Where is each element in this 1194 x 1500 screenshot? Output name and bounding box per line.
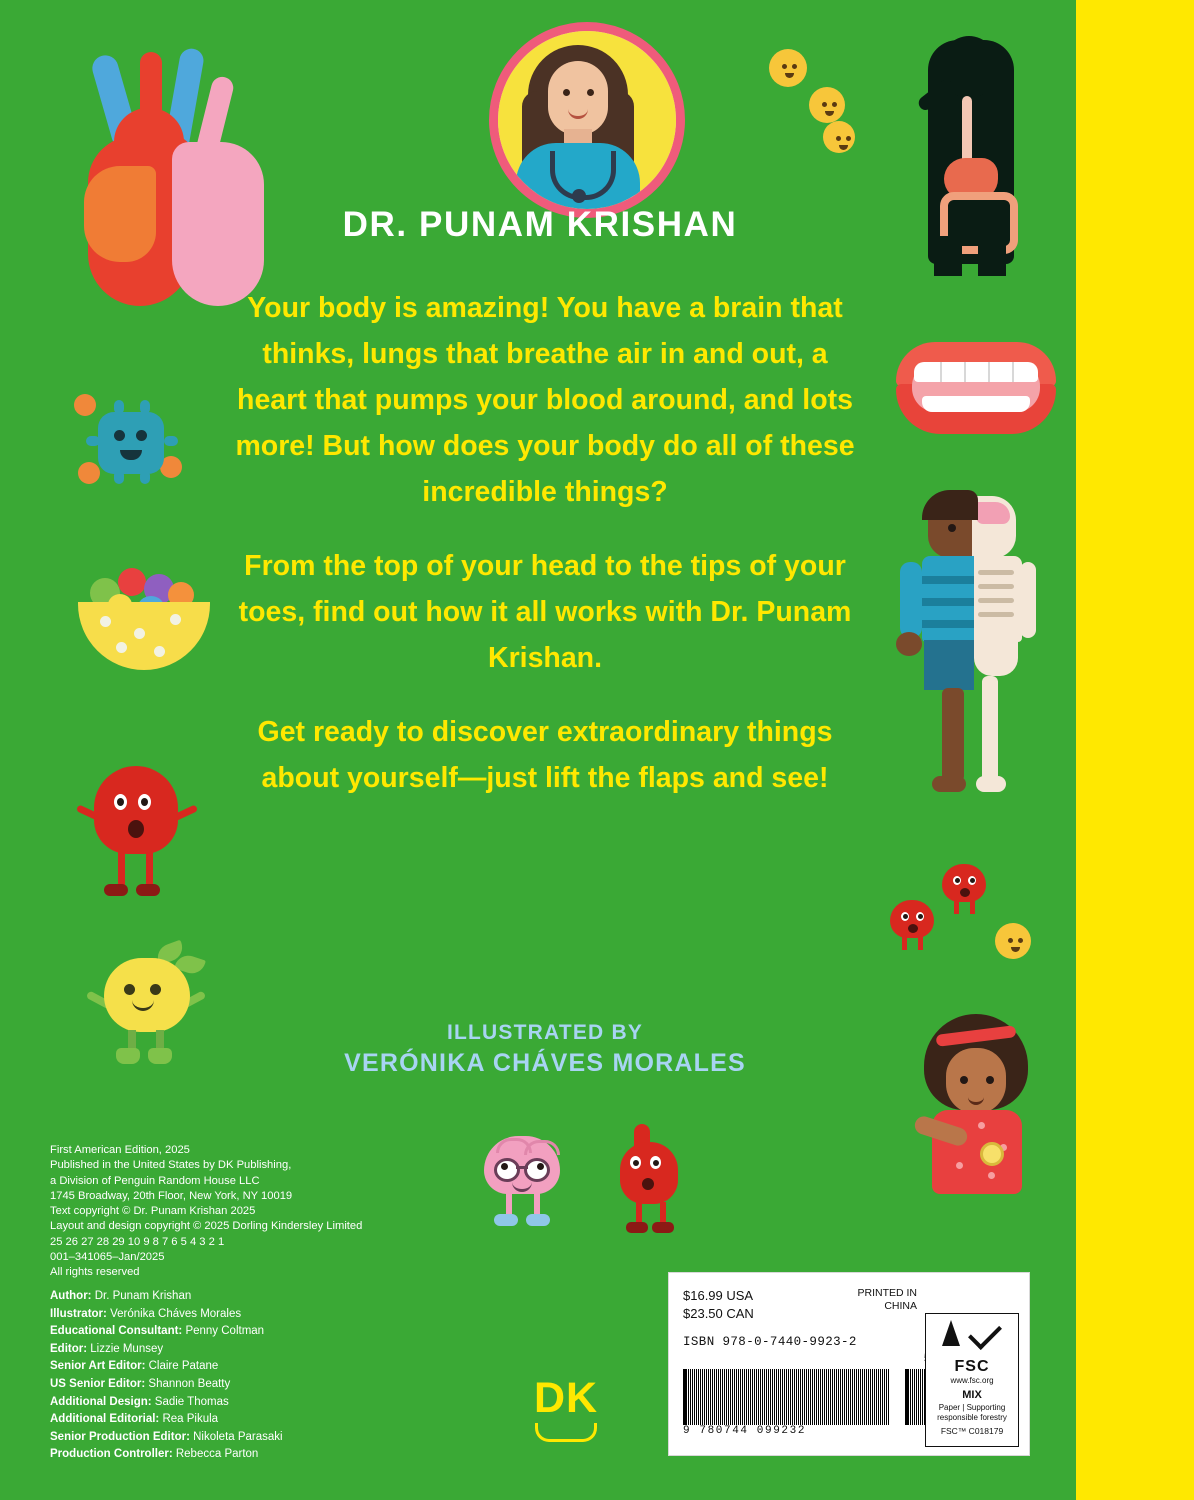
fruit-strawberry [118, 568, 146, 596]
tooth-gap-1 [940, 362, 942, 382]
portrait-eye-left [563, 89, 570, 96]
back-cover-blurb [230, 285, 860, 801]
heart2-mouth [642, 1178, 654, 1190]
yellow-germ-swarm [760, 48, 890, 148]
child-leg-bones-right [982, 676, 998, 782]
price-can: $23.50 CAN [683, 1306, 754, 1321]
illustrator-credit [230, 1018, 860, 1078]
dk-logo-text: DK [533, 1374, 599, 1422]
rib-4 [978, 612, 1014, 617]
brain-character [470, 1130, 580, 1240]
shirt-stripe-3 [922, 620, 974, 628]
credit-row [50, 1306, 480, 1324]
pelvis-bone [974, 640, 1018, 676]
germ-orange-dot-1 [74, 394, 96, 416]
bowl-spot-5 [154, 646, 165, 657]
credit-row [50, 1358, 480, 1376]
blurb-paragraph-3: Get ready to discover extraordinary things about yourself—just lift the flaps and see! [257, 716, 833, 794]
heart-orange-section [84, 166, 156, 262]
blood-cell-character-1 [942, 864, 996, 916]
child-eye [948, 524, 956, 532]
heart2-body [620, 1142, 678, 1204]
credit-role: Production Controller: [50, 1448, 176, 1461]
credit-row [50, 1341, 480, 1359]
credit-row [50, 1288, 480, 1306]
imprint-line: Text copyright © Dr. Punam Krishan 2025 [50, 1205, 256, 1218]
fsc-description: Paper | Supporting responsible forestry [937, 1403, 1007, 1422]
child-arm-left [900, 562, 922, 638]
credit-row [50, 1376, 480, 1394]
price-usa: $16.99 USA [683, 1288, 754, 1303]
child-foot-bones-right [976, 776, 1006, 792]
rib-3 [978, 598, 1014, 603]
lemon-boot-right [148, 1048, 172, 1064]
brain-cutaway [976, 502, 1010, 524]
credit-name: Verónika Cháves Morales [110, 1307, 242, 1320]
fsc-certification-mark [925, 1313, 1019, 1447]
credit-name: Sadie Thomas [154, 1395, 229, 1408]
heart2-shoe-left [626, 1222, 648, 1233]
child-hand-left [896, 632, 922, 656]
imprint-line: 1745 Broadway, 20th Floor, New York, NY 10019 [50, 1189, 293, 1202]
fsc-mix-label: MIX [962, 1389, 982, 1401]
fruit-bowl-illustration [64, 550, 224, 680]
yellow-germ-4 [1000, 928, 1026, 954]
credit-name: Penny Coltman [185, 1325, 265, 1338]
open-book-icon [535, 1423, 597, 1441]
upper-teeth [914, 362, 1038, 382]
brain-pupil-left [501, 1163, 508, 1170]
child-hair [922, 490, 978, 520]
bowl [78, 602, 210, 670]
isbn-text: ISBN 978-0-7440-9923-2 [683, 1335, 857, 1349]
fsc-name: FSC [954, 1358, 990, 1375]
yellow-germ-1 [774, 54, 802, 82]
fsc-code: FSC™ C018179 [940, 1426, 1004, 1436]
imprint-block [50, 1143, 470, 1281]
price-text [683, 1287, 754, 1323]
heart-body [94, 766, 178, 854]
germ-spike-4 [164, 436, 178, 446]
blurb-paragraph-1: Your body is amazing! You have a brain that thinks, lungs that breathe air in and out, a heart that pumps your blood around, and lots more! But how does your body do all of these incredible things? [235, 292, 855, 508]
heart-eye-left [114, 794, 127, 810]
fsc-url: www.fsc.org [950, 1376, 994, 1385]
bowl-spot-4 [116, 642, 127, 653]
silhouette-leg-left [934, 236, 962, 276]
stethoscope-bell-icon [572, 189, 586, 203]
child-leg-left [942, 688, 964, 782]
bowl-spot-1 [100, 616, 111, 627]
credit-role: Additional Design: [50, 1395, 155, 1408]
shirt-stripe-2 [922, 598, 974, 606]
germ-body [98, 412, 164, 474]
illustrated-by-label: ILLUSTRATED BY [446, 1021, 644, 1044]
credit-row [50, 1446, 480, 1464]
credit-name: Rebecca Parton [175, 1448, 259, 1461]
credits-block [50, 1288, 480, 1464]
author-portrait [489, 22, 685, 218]
credit-row [50, 1429, 480, 1447]
credit-role: US Senior Editor: [50, 1377, 149, 1390]
credit-name: Lizzie Munsey [90, 1342, 164, 1355]
girl-with-sore-arm [906, 1014, 1056, 1204]
lemon-character [84, 940, 214, 1076]
isbn-barcode [683, 1369, 889, 1425]
dk-publisher-logo [521, 1375, 611, 1445]
girl-watch [980, 1142, 1004, 1166]
blue-germ-character [74, 390, 194, 500]
germ-eye-right [136, 430, 147, 441]
bowl-spot-2 [134, 628, 145, 639]
tooth-gap-3 [988, 362, 990, 382]
credit-role: Additional Editorial: [50, 1413, 163, 1426]
heart-leg-right [146, 852, 153, 888]
rib-1 [978, 570, 1014, 575]
imprint-line: First American Edition, 2025 [50, 1144, 190, 1156]
credit-name: Shannon Beatty [148, 1377, 231, 1390]
heart-mouth [128, 820, 144, 838]
blurb-paragraph-2: From the top of your head to the tips of your toes, find out how it all works with Dr. Punam Krishan. [238, 550, 852, 674]
credit-role: Educational Consultant: [50, 1325, 186, 1338]
heart-character-2 [606, 1124, 706, 1244]
heart2-eye-right [650, 1156, 661, 1169]
digestive-system-silhouette [900, 40, 1050, 270]
barcode-panel [668, 1272, 1030, 1456]
brain-pupil-right [537, 1163, 544, 1170]
imprint-line: All rights reserved [50, 1266, 140, 1279]
imprint-line: 001–341065–Jan/2025 [50, 1251, 165, 1264]
credit-role: Senior Production Editor: [50, 1430, 194, 1443]
tooth-gap-2 [964, 362, 966, 382]
germ-orange-dot-2 [78, 462, 100, 484]
lemon-eye-right [150, 984, 161, 995]
heart-foot-left [104, 884, 128, 896]
imprint-line: a Division of Penguin Random House LLC [50, 1174, 260, 1187]
credit-role: Author: [50, 1290, 95, 1302]
spine-strip [1076, 0, 1194, 1500]
open-mouth-teeth-illustration [896, 336, 1056, 441]
brain-fold-2 [524, 1140, 560, 1155]
half-skeleton-child [886, 490, 1076, 820]
lemon-boot-left [116, 1048, 140, 1064]
fsc-logo-icon [926, 1314, 1018, 1358]
credit-role: Illustrator: [50, 1307, 111, 1320]
lemon-eye-left [124, 984, 135, 995]
credit-name: Nikoleta Parasaki [193, 1430, 283, 1443]
shirt-stripe-1 [922, 576, 974, 584]
credit-name: Rea Pikula [162, 1413, 219, 1426]
yellow-germ-3 [828, 126, 850, 148]
lemon-body [104, 958, 190, 1032]
heart-foot-right [136, 884, 160, 896]
printed-in-text: PRINTED IN CHINA [857, 1287, 917, 1312]
illustrator-name: VERÓNIKA CHÁVES MORALES [344, 1049, 746, 1077]
child-shorts [924, 640, 974, 690]
rib-2 [978, 584, 1014, 589]
author-name: DR. PUNAM KRISHAN [342, 205, 738, 244]
girl-eye-right [986, 1076, 994, 1084]
heart-eye-right [138, 794, 151, 810]
heart2-eye-left [630, 1156, 641, 1169]
heart-leg-left [118, 852, 125, 888]
isbn-barcode-digits: 9 780744 099232 [683, 1425, 807, 1437]
credit-row [50, 1323, 480, 1341]
imprint-line: 25 26 27 28 29 10 9 8 7 6 5 4 3 2 1 [50, 1235, 225, 1248]
blood-cell-character-2 [890, 900, 944, 952]
heart2-shoe-right [652, 1222, 674, 1233]
heart-character [80, 760, 200, 900]
credit-name: Dr. Punam Krishan [94, 1290, 192, 1302]
portrait-eye-right [587, 89, 594, 96]
imprint-line: Published in the United States by DK Publishing, [50, 1159, 292, 1172]
imprint-line: Layout and design copyright © 2025 Dorling Kindersley Limited [50, 1220, 363, 1233]
lower-teeth [922, 396, 1030, 412]
child-foot-left [932, 776, 966, 792]
credit-name: Claire Patane [148, 1360, 219, 1373]
brain-shoe-left [494, 1214, 518, 1226]
girl-eye-left [960, 1076, 968, 1084]
credit-row [50, 1411, 480, 1429]
credit-row [50, 1394, 480, 1412]
esophagus [962, 96, 972, 166]
tooth-gap-4 [1012, 362, 1014, 382]
credit-role: Editor: [50, 1342, 91, 1355]
silhouette-leg-right [978, 236, 1006, 276]
germ-eye-left [114, 430, 125, 441]
yellow-germ-2 [814, 92, 840, 118]
portrait-face [548, 61, 608, 135]
brain-shoe-right [526, 1214, 550, 1226]
credit-role: Senior Art Editor: [50, 1360, 149, 1373]
child-arm-bones-right [1020, 562, 1036, 638]
bowl-spot-3 [170, 614, 181, 625]
